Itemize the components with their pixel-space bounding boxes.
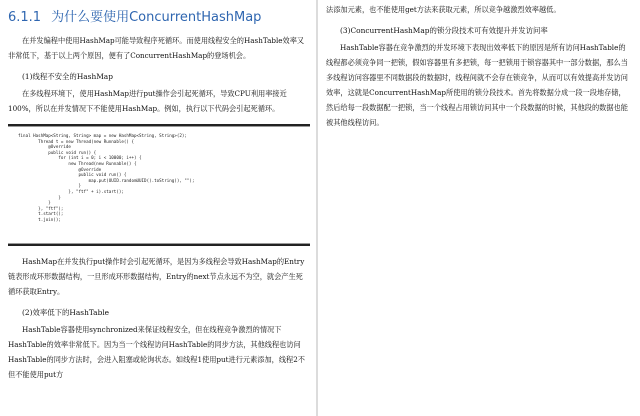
continuation-paragraph: 法添加元素，也不能使用get方法来获取元素，所以竞争越激烈效率越低。 xyxy=(326,5,561,14)
deadloop-paragraph: HashMap在并发执行put操作时会引起死循环，是因为多线程会导致HashMap的Entry链表形成环形数据结构，一旦形成环形数据结构，Entry的next节点永远不为空，就会产生死循环获取Entry。 xyxy=(8,257,305,296)
code-line: @Override xyxy=(78,166,102,172)
code-line: map.put(UUID.randomUUID().toString(), ""); xyxy=(88,177,195,183)
hashtable-paragraph: HashTable容器使用synchronized来保证线程安全，但在线程竞争激烈的情况下HashTable的效率非常低下。因为当一个线程访问HashTable的同步方法，其他线程也访问HashTable的同步方法时，会进入阻塞或轮询状态。如线程1使用put进行元素添加，线程2不但不能使用put方 xyxy=(8,325,305,379)
segment-lock-paragraph: HashTable容器在竞争激烈的并发环境下表现出效率低下的原因是所有访问HashTable的线程都必须竞争同一把锁，假如容器里有多把锁，每一把锁用于锁容器其中一部分数据，那么当多线程访问容器里不同数据段的数据时，线程间就不会存在锁竞争，从而可以有效提高并发访问效率，这就是ConcurrentHashMap所使用的锁分段技术。首先将数据分成一段一段地存储，然后给每一段数据配一把锁，当一个线程占用锁访问其中一个段数据的时候，其他段的数据也能被其他线程访问。 xyxy=(326,43,628,127)
section-number: 6.1.1 xyxy=(8,10,42,25)
section-heading xyxy=(8,6,310,25)
code-line: } xyxy=(78,183,82,189)
code-line: public void run() { xyxy=(48,149,97,155)
code-line: t.join(); xyxy=(38,216,61,222)
code-line: Thread t = new Thread(new Runnable() { xyxy=(38,138,134,144)
code-line: }, "ftf"); xyxy=(38,205,64,211)
intro-paragraph: 在并发编程中使用HashMap可能导致程序死循环。而使用线程安全的HashTable效率又非常低下，基于以上两个原因，便有了ConcurrentHashMap的登场机会。 xyxy=(8,36,305,60)
code-top-rule xyxy=(8,124,310,126)
subheading-hashmap: (1)线程不安全的HashMap xyxy=(22,72,113,81)
subheading-segment-lock: (3)ConcurrentHashMap的锁分段技术可有效提升并发访问率 xyxy=(340,26,548,35)
code-line: public void run() { xyxy=(78,172,127,178)
code-line: final HashMap<String, String> map = new HashMap<String, String>(2); xyxy=(18,133,187,138)
code-line: }, "ftf" + i).start(); xyxy=(68,188,124,194)
section-title: 为什么要使用ConcurrentHashMap xyxy=(51,10,262,25)
code-line: } xyxy=(48,200,51,206)
code-line: @Override xyxy=(48,144,71,150)
code-bottom-rule xyxy=(8,244,310,246)
code-line: new Thread(new Runnable() { xyxy=(68,160,137,166)
code-text xyxy=(18,133,306,223)
hashmap-paragraph: 在多线程环境下，使用HashMap进行put操作会引起死循环，导致CPU利用率接近100%，所以在并发情况下不能使用HashMap。例如，执行以下代码会引起死循环。 xyxy=(8,89,287,113)
subheading-hashtable: (2)效率低下的HashTable xyxy=(22,308,110,317)
left-page xyxy=(0,0,318,416)
right-page xyxy=(320,0,640,416)
code-line: } xyxy=(58,194,61,200)
code-line: t.start(); xyxy=(38,211,64,217)
code-line: for (int i = 0; i < 10000; i++) { xyxy=(58,155,142,161)
code-block xyxy=(8,126,310,244)
